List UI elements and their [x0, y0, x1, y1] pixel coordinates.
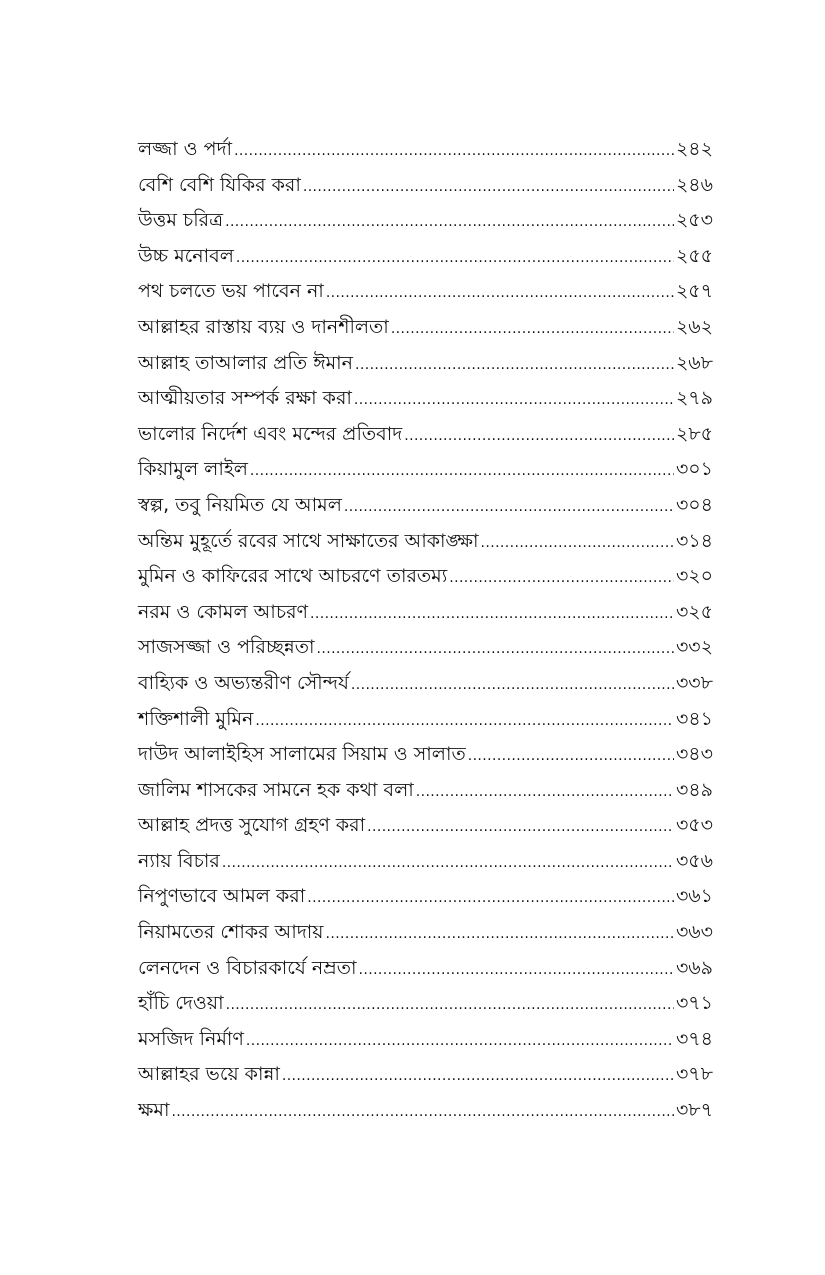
toc-entry-page: ৩১৪	[675, 529, 713, 552]
dot-leader	[171, 1095, 674, 1131]
toc-entry	[138, 168, 713, 204]
toc-entry-page: ৩৫৩	[675, 814, 713, 837]
toc-entry-page: ৩৬১	[675, 885, 713, 908]
dot-leader	[391, 312, 674, 348]
toc-entry	[138, 310, 713, 346]
dot-leader	[354, 383, 674, 419]
toc-entry	[138, 595, 713, 631]
toc-entry	[138, 417, 713, 453]
toc-entry-title: আল্লাহর ভয়ে কান্না	[138, 1063, 280, 1086]
toc-entry-page: ৩৮৭	[675, 1099, 713, 1122]
toc-entry-page: ৩৩৮	[675, 671, 713, 694]
toc-entry-title: শক্তিশালী মুমিন	[138, 707, 254, 730]
dot-leader	[255, 704, 674, 740]
toc-entry-page: ২৫৩	[675, 209, 713, 232]
toc-entry-title: নিয়ামতের শোকর আদায়	[138, 921, 324, 944]
toc-entry-page: ৩০৪	[675, 493, 713, 516]
dot-leader	[246, 1024, 674, 1060]
toc-entry	[138, 666, 713, 702]
dot-leader	[468, 739, 674, 775]
toc-entry	[138, 452, 713, 488]
dot-leader	[404, 419, 674, 455]
toc-entry-title: নরম ও কোমল আচরণ	[138, 600, 309, 623]
toc-entry-page: ২৪২	[675, 138, 713, 160]
toc-entry	[138, 630, 713, 666]
toc-entry-title: আল্লাহ তাআলার প্রতি ঈমান	[138, 351, 354, 374]
toc-entry-title: উচ্চ মনোবল	[138, 244, 234, 267]
table-of-contents	[138, 132, 713, 1129]
toc-entry-page: ২৭৯	[675, 387, 713, 410]
toc-entry-title: আত্মীয়তার সম্পর্ক রক্ষা করা	[138, 387, 352, 410]
toc-entry-page: ৩৫৬	[675, 849, 713, 872]
toc-entry-page: ৩০১	[675, 458, 713, 481]
dot-leader	[225, 205, 674, 241]
toc-entry-title: দাউদ আলাইহিস সালামের সিয়াম ও সালাত	[138, 743, 466, 766]
dot-leader	[359, 953, 674, 989]
dot-leader	[344, 490, 674, 526]
toc-entry-page: ৩৬৯	[675, 956, 713, 979]
dot-leader	[250, 454, 674, 490]
toc-entry-page: ২৫৭	[675, 280, 713, 303]
dot-leader	[222, 846, 674, 882]
toc-entry-title: ক্ষমা	[138, 1099, 170, 1122]
toc-entry-title: ভালোর নির্দেশ এবং মন্দের প্রতিবাদ	[138, 422, 403, 445]
toc-entry-page: ৩৪৯	[675, 778, 713, 801]
toc-entry-title: লজ্জা ও পর্দা	[138, 138, 233, 160]
toc-entry	[138, 381, 713, 417]
toc-entry-title: আল্লাহর রাস্তায় ব্যয় ও দানশীলতা	[138, 315, 389, 338]
toc-entry-title: ন্যায় বিচার	[138, 849, 220, 872]
dot-leader	[226, 988, 674, 1024]
toc-entry-title: মসজিদ নির্মাণ	[138, 1027, 244, 1050]
toc-entry	[138, 203, 713, 239]
toc-entry	[138, 986, 713, 1022]
toc-entry-page: ৩৭৪	[675, 1027, 713, 1050]
toc-entry-title: পথ চলতে ভয় পাবেন না	[138, 280, 324, 303]
toc-entry	[138, 737, 713, 773]
dot-leader	[236, 241, 674, 277]
toc-entry	[138, 239, 713, 275]
toc-entry-title: স্বল্প, তবু নিয়মিত যে আমল	[138, 493, 342, 516]
toc-entry-title: বেশি বেশি যিকির করা	[138, 173, 301, 196]
toc-entry	[138, 702, 713, 738]
toc-entry-page: ৩৬৩	[675, 921, 713, 944]
toc-entry-page: ২৮৫	[675, 422, 713, 445]
dot-leader	[326, 917, 674, 953]
toc-entry-page: ২৬৮	[675, 351, 713, 374]
toc-entry	[138, 773, 713, 809]
toc-entry-page: ৩৭১	[675, 992, 713, 1015]
toc-entry-title: সাজসজ্জা ও পরিচ্ছন্নতা	[138, 636, 315, 659]
toc-entry	[138, 1022, 713, 1058]
toc-entry	[138, 346, 713, 382]
toc-entry-title: নিপুণভাবে আমল করা	[138, 885, 306, 908]
toc-entry	[138, 524, 713, 560]
toc-entry-page: ৩৩২	[675, 636, 713, 659]
toc-entry	[138, 559, 713, 595]
toc-entry-page: ২৪৬	[675, 173, 713, 196]
dot-leader	[317, 632, 674, 668]
toc-entry	[138, 1057, 713, 1093]
dot-leader	[326, 276, 674, 312]
toc-entry	[138, 488, 713, 524]
toc-entry-page: ৩২৫	[675, 600, 713, 623]
toc-entry-title: জালিম শাসকের সামনে হক কথা বলা	[138, 778, 414, 801]
dot-leader	[481, 526, 674, 562]
dot-leader	[416, 775, 674, 811]
toc-entry	[138, 808, 713, 844]
dot-leader	[367, 810, 674, 846]
toc-entry-page: ৩৪১	[675, 707, 713, 730]
toc-entry-page: ৩৭৮	[675, 1063, 713, 1086]
toc-entry	[138, 951, 713, 987]
toc-entry	[138, 844, 713, 880]
toc-entry-title: আল্লাহ প্রদত্ত সুযোগ গ্রহণ করা	[138, 814, 366, 837]
toc-entry-title: কিয়ামুল লাইল	[138, 458, 248, 481]
toc-entry-title: হাঁচি দেওয়া	[138, 992, 224, 1015]
toc-entry-title: বাহ্যিক ও অভ্যন্তরীণ সৌন্দর্য	[138, 671, 349, 694]
dot-leader	[310, 597, 674, 633]
toc-entry-title: উত্তম চরিত্র	[138, 209, 224, 232]
toc-entry-page: ৩২০	[675, 565, 713, 588]
dot-leader	[351, 668, 674, 704]
toc-entry	[138, 879, 713, 915]
dot-leader	[355, 348, 674, 384]
toc-entry-page: ২৫৫	[675, 244, 713, 267]
dot-leader	[282, 1059, 674, 1095]
toc-entry-page: ২৬২	[675, 315, 713, 338]
toc-entry-title: লেনদেন ও বিচারকার্যে নম্রতা	[138, 956, 357, 979]
dot-leader	[234, 134, 674, 170]
toc-entry-page: ৩৪৩	[675, 743, 713, 766]
toc-entry	[138, 915, 713, 951]
toc-entry	[138, 132, 713, 168]
dot-leader	[449, 561, 674, 597]
toc-entry-title: মুমিন ও কাফিরের সাথে আচরণে তারতম্য	[138, 565, 448, 588]
toc-entry	[138, 1093, 713, 1129]
dot-leader	[307, 881, 674, 917]
toc-entry	[138, 274, 713, 310]
toc-entry-title: অন্তিম মুহূর্তে রবের সাথে সাক্ষাতের আকাঙ্ক্ষা	[138, 529, 479, 552]
dot-leader	[303, 170, 674, 206]
